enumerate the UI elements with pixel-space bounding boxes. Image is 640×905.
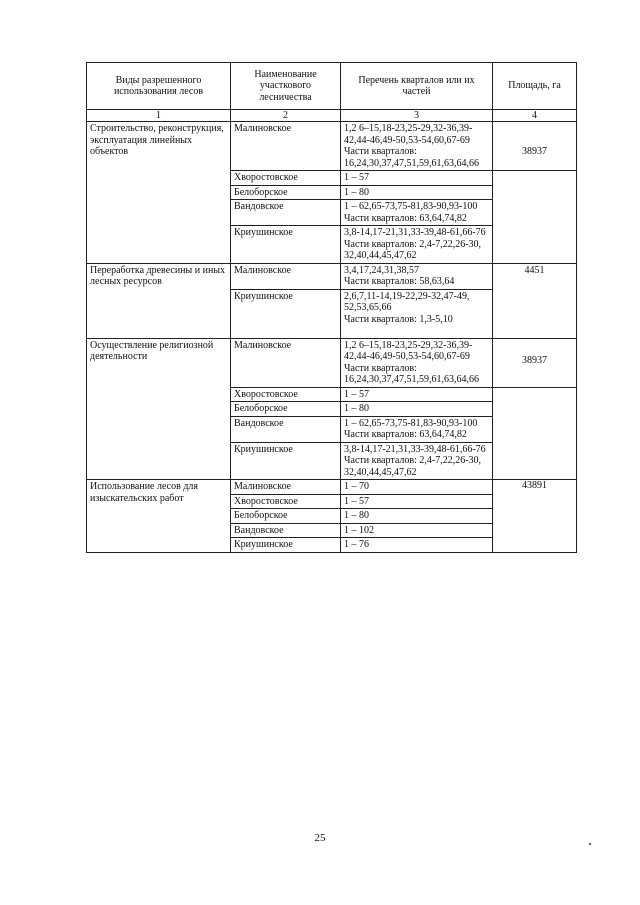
forestry-cell: Криушинское (231, 226, 341, 264)
area-cell: 38937 (493, 338, 577, 387)
table-row (87, 338, 577, 387)
forestry-cell: Белоборское (231, 402, 341, 417)
forestry-cell: Хворостовское (231, 494, 341, 509)
forestry-cell: Криушинское (231, 442, 341, 480)
quarters-cell: 1 – 102 (341, 523, 493, 538)
column-number: 2 (231, 110, 341, 122)
page-number: 25 (314, 832, 326, 844)
header-use-type: Виды разрешенного использования лесов (87, 63, 231, 110)
forestry-cell: Криушинское (231, 538, 341, 553)
forestry-cell: Хворостовское (231, 171, 341, 186)
table-row (87, 122, 577, 171)
forestry-cell: Малиновское (231, 338, 341, 387)
forestry-cell: Криушинское (231, 289, 341, 338)
use-type-cell: Осуществление религиозной деятельности (87, 338, 231, 480)
forestry-cell: Вандовское (231, 200, 341, 226)
forestry-cell: Малиновское (231, 480, 341, 495)
header-area: Площадь, га (493, 63, 577, 110)
forestry-cell: Вандовское (231, 523, 341, 538)
quarters-cell: 1 – 80 (341, 509, 493, 524)
forestry-cell: Малиновское (231, 263, 341, 289)
area-cell: 4451 (493, 263, 577, 338)
use-type-cell: Переработка древесины и иных лесных ресурсов (87, 263, 231, 338)
quarters-cell: 1 – 62,65-73,75-81,83-90,93-100 Части кварталов: 63,64,74,82 (341, 416, 493, 442)
quarters-cell: 3,8-14,17-21,31,33-39,48-61,66-76 Части кварталов: 2,4-7,22,26-30, 32,40,44,45,47,62 (341, 226, 493, 264)
use-type-cell: Строительство, реконструкция, эксплуатация линейных объектов (87, 122, 231, 264)
table-row (87, 480, 577, 495)
area-cell: 38937 (493, 122, 577, 171)
quarters-cell: 1 – 76 (341, 538, 493, 553)
quarters-cell: 1,2 6–15,18-23,25-29,32-36,39-42,44-46,49-50,53-54,60,67-69 Части кварталов: 16,24,30,37,47,51,59,61,63,64,66 (341, 338, 493, 387)
table-row (87, 263, 577, 289)
quarters-cell: 1 – 80 (341, 185, 493, 200)
use-type-cell: Использование лесов для изыскательских работ (87, 480, 231, 553)
forestry-cell: Белоборское (231, 509, 341, 524)
forestry-cell: Хворостовское (231, 387, 341, 402)
column-number-row (87, 110, 577, 122)
quarters-cell: 1 – 80 (341, 402, 493, 417)
forestry-cell: Малиновское (231, 122, 341, 171)
scan-speck (589, 843, 591, 845)
quarters-cell: 1 – 70 (341, 480, 493, 495)
quarters-cell: 1 – 57 (341, 494, 493, 509)
area-cell-empty (493, 171, 577, 264)
quarters-cell: 1,2 6–15,18-23,25-29,32-36,39-42,44-46,49-50,53-54,60,67-69 Части кварталов: 16,24,30,37,47,51,59,61,63,64,66 (341, 122, 493, 171)
area-cell-empty (493, 387, 577, 480)
quarters-cell: 1 – 62,65-73,75-81,83-90,93-100 Части кварталов: 63,64,74,82 (341, 200, 493, 226)
column-number: 3 (341, 110, 493, 122)
quarters-cell: 1 – 57 (341, 387, 493, 402)
quarters-cell: 3,8-14,17-21,31,33-39,48-61,66-76 Части кварталов: 2,4-7,22,26-30, 32,40,44,45,47,62 (341, 442, 493, 480)
area-cell: 43891 (493, 480, 577, 553)
header-row (87, 63, 577, 110)
quarters-cell: 2,6,7,11-14,19-22,29-32,47-49, 52,53,65,66 Части кварталов: 1,3-5,10 (341, 289, 493, 338)
header-quarters-list: Перечень кварталов или их частей (341, 63, 493, 110)
forest-use-table (86, 62, 577, 553)
column-number: 1 (87, 110, 231, 122)
forestry-cell: Вандовское (231, 416, 341, 442)
header-forestry-name: Наименование участкового лесничества (231, 63, 341, 110)
quarters-cell: 1 – 57 (341, 171, 493, 186)
quarters-cell: 3,4,17,24,31,38,57 Части кварталов: 58,63,64 (341, 263, 493, 289)
forestry-cell: Белоборское (231, 185, 341, 200)
column-number: 4 (493, 110, 577, 122)
